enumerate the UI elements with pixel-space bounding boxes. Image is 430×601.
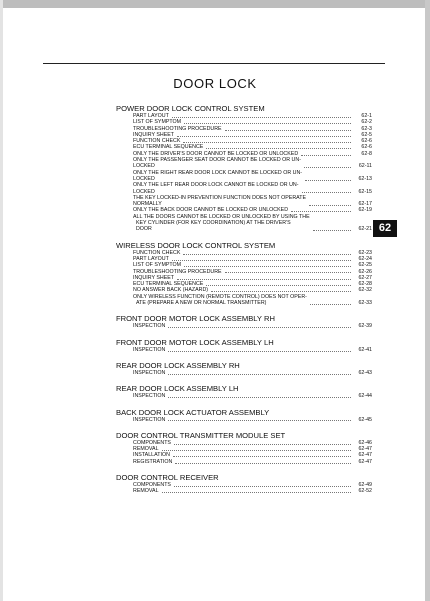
section-heading: FRONT DOOR MOTOR LOCK ASSEMBLY RH xyxy=(116,314,275,324)
dot-leader xyxy=(175,463,351,464)
toc-entry-page: 62-33 xyxy=(358,300,372,307)
dot-leader xyxy=(302,192,351,193)
dot-leader xyxy=(174,444,351,445)
toc-entry-label: ONLY WIRELESS FUNCTION (REMOTE CONTROL) DOES NOT OPER- ATE (PREPARE A NEW OR NORMAL TRANSMITTER) xyxy=(133,293,307,307)
dot-leader xyxy=(304,167,351,168)
toc-entry-page: 62-2 xyxy=(361,119,372,126)
toc-entry[interactable] xyxy=(116,157,372,170)
section-heading: POWER DOOR LOCK CONTROL SYSTEM xyxy=(116,104,265,113)
toc-entry-label: LIST OF SYMPTOM xyxy=(133,119,182,126)
dot-leader xyxy=(162,450,351,451)
toc-entry-page: 62-19 xyxy=(358,207,372,214)
toc-entry-label: NO ANSWER BACK (HAZARD) xyxy=(133,287,209,294)
toc-entry-page: 62-11 xyxy=(358,163,372,170)
toc-entry-page: 62-39 xyxy=(358,323,372,330)
toc-entry-page: 62-24 xyxy=(358,255,372,262)
section-heading: WIRELESS DOOR LOCK CONTROL SYSTEM xyxy=(116,240,276,250)
toc-entry-page: 62-27 xyxy=(358,274,372,281)
dot-leader xyxy=(313,230,351,231)
toc-entry-page: 62-28 xyxy=(358,281,372,288)
toc-entry-label: TROUBLESHOOTING PROCEDURE xyxy=(133,125,222,132)
section-tab: 62 xyxy=(373,220,397,237)
dot-leader xyxy=(184,266,351,267)
toc-entry-page: 62-46 xyxy=(358,439,372,446)
toc-entry-label: THE KEY LOCKED-IN PREVENTION FUNCTION DOES NOT OPERATE NORMALLY xyxy=(133,194,307,208)
toc-entry-label: INSPECTION xyxy=(133,416,166,423)
toc-entry-page: 62-47 xyxy=(358,446,372,453)
toc-entry-label: PART LAYOUT xyxy=(133,255,169,262)
toc-entry-label: INQUIRY SHEET xyxy=(133,131,175,138)
dot-leader xyxy=(225,130,351,131)
toc-entry-page: 62-6 xyxy=(361,144,372,151)
section-heading: BACK DOOR LOCK ACTUATOR ASSEMBLY xyxy=(116,407,270,417)
toc-entry-label: REMOVAL xyxy=(133,446,159,453)
toc-entry-label: ECU TERMINAL SEQUENCE xyxy=(133,281,204,288)
toc-entry[interactable] xyxy=(116,393,372,399)
dot-leader xyxy=(168,374,351,375)
toc-entry[interactable] xyxy=(116,170,372,183)
section-heading: REAR DOOR LOCK ASSEMBLY RH xyxy=(116,360,240,370)
section-heading: REAR DOOR LOCK ASSEMBLY LH xyxy=(116,384,239,394)
toc-entry-page: 62-43 xyxy=(358,369,372,376)
toc-entry-page: 62-41 xyxy=(358,346,372,353)
dot-leader xyxy=(162,492,351,493)
toc-entry-page: 62-45 xyxy=(358,416,372,423)
toc-entry[interactable] xyxy=(116,323,372,329)
toc-entry-label: TROUBLESHOOTING PROCEDURE xyxy=(133,268,222,275)
dot-leader xyxy=(183,254,351,255)
toc-entry-label: COMPONENTS xyxy=(133,439,171,446)
dot-leader xyxy=(206,285,351,286)
toc-entry-page: 62-49 xyxy=(358,481,372,488)
toc-entry-label: INQUIRY SHEET xyxy=(133,274,175,281)
dot-leader xyxy=(225,272,351,273)
toc-entry-label: ONLY THE DRIVER'S DOOR CANNOT BE LOCKED OR UNLOCKED xyxy=(133,150,299,157)
toc-entry-page: 62-21 xyxy=(358,226,372,233)
toc-entry-label: LIST OF SYMPTOM xyxy=(133,262,182,269)
toc-entry-label: ONLY THE LEFT REAR DOOR LOCK CANNOT BE LOCKED OR UN- LOCKED xyxy=(133,182,299,195)
toc-entry-page: 62-8 xyxy=(361,150,372,157)
toc-entry-label: ONLY THE PASSENGER SEAT DOOR CANNOT BE LOCKED OR UN- LOCKED xyxy=(133,157,301,170)
dot-leader xyxy=(168,351,351,352)
toc-entry-page: 62-47 xyxy=(358,452,372,459)
toc-entry-label: INSPECTION xyxy=(133,323,166,330)
toc-entry-page: 62-32 xyxy=(358,287,372,294)
toc-entry[interactable] xyxy=(116,488,372,494)
toc-entry-page: 62-47 xyxy=(358,458,372,465)
toc-entry[interactable] xyxy=(116,459,372,465)
toc-entry[interactable] xyxy=(116,417,372,423)
toc-entry-label: ALL THE DOORS CANNOT BE LOCKED OR UNLOCKED BY USING THE KEY CYLINDER (FOR KEY COORDINATION) AT THE DRIVER'S DOOR xyxy=(133,213,310,233)
toc-entry-page: 62-26 xyxy=(358,268,372,275)
dot-leader xyxy=(173,456,351,457)
dot-leader xyxy=(291,211,351,212)
toc-entry-page: 62-5 xyxy=(361,131,372,138)
section-heading: DOOR CONTROL RECEIVER xyxy=(116,472,219,482)
toc-entry-label: REGISTRATION xyxy=(133,458,173,465)
toc-entry-label: FUNCTION CHECK xyxy=(133,138,181,145)
toc-entry-page: 62-23 xyxy=(358,249,372,256)
dot-leader xyxy=(168,397,351,398)
dot-leader xyxy=(310,304,351,305)
section-heading: DOOR CONTROL TRANSMITTER MODULE SET xyxy=(116,430,286,440)
toc-entry-page: 62-52 xyxy=(358,488,372,495)
toc-entry-page: 62-3 xyxy=(361,125,372,132)
toc-entry-page: 62-1 xyxy=(361,113,372,119)
dot-leader xyxy=(301,155,351,156)
toc-entry-page: 62-17 xyxy=(358,201,372,208)
toc-entry-label: REMOVAL xyxy=(133,488,159,495)
dot-leader xyxy=(206,148,351,149)
toc-entry-page: 62-44 xyxy=(358,393,372,400)
dot-leader xyxy=(177,136,351,137)
dot-leader xyxy=(172,260,351,261)
dot-leader xyxy=(172,117,351,118)
dot-leader xyxy=(183,142,351,143)
table-of-contents xyxy=(116,103,372,495)
toc-entry[interactable] xyxy=(116,370,372,376)
toc-entry-label: INSPECTION xyxy=(133,346,166,353)
toc-entry-label: INSPECTION xyxy=(133,369,166,376)
dot-leader xyxy=(174,486,351,487)
toc-entry[interactable] xyxy=(116,214,372,233)
toc-entry[interactable] xyxy=(116,182,372,195)
header-rule xyxy=(43,63,385,64)
toc-entry[interactable] xyxy=(116,347,372,353)
dot-leader xyxy=(177,279,351,280)
page-title: DOOR LOCK xyxy=(173,76,257,91)
dot-leader xyxy=(309,205,351,206)
toc-entry-page: 62-25 xyxy=(358,262,372,269)
dot-leader xyxy=(305,180,351,181)
toc-entry-label: ONLY THE BACK DOOR CANNOT BE LOCKED OR UNLOCKED xyxy=(133,207,289,214)
toc-entry-page: 62-6 xyxy=(361,138,372,145)
dot-leader xyxy=(184,123,351,124)
dot-leader xyxy=(211,291,351,292)
toc-entry-label: FUNCTION CHECK xyxy=(133,249,181,256)
toc-entry-label: INSPECTION xyxy=(133,393,166,400)
toc-entry-page: 62-13 xyxy=(358,175,372,182)
toc-entry[interactable] xyxy=(116,195,372,208)
toc-entry-page: 62-15 xyxy=(358,188,372,195)
dot-leader xyxy=(168,327,351,328)
toc-entry-label: PART LAYOUT xyxy=(133,113,169,119)
toc-entry-label: ONLY THE RIGHT REAR DOOR LOCK CANNOT BE LOCKED OR UN- LOCKED xyxy=(133,169,303,182)
section-heading: FRONT DOOR MOTOR LOCK ASSEMBLY LH xyxy=(116,337,274,347)
toc-entry-label: INSTALLATION xyxy=(133,452,170,459)
toc-entry-label: COMPONENTS xyxy=(133,481,171,488)
toc-entry-label: ECU TERMINAL SEQUENCE xyxy=(133,144,204,151)
scan-border-top xyxy=(0,0,430,8)
dot-leader xyxy=(168,420,351,421)
toc-entry[interactable] xyxy=(116,294,372,307)
